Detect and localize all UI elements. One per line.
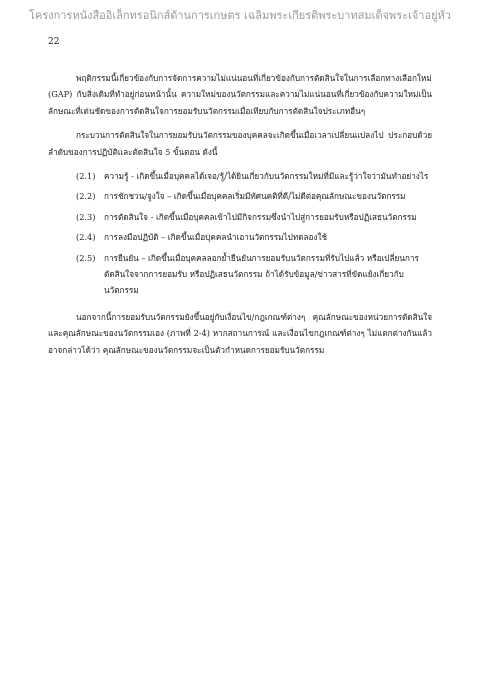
page-number: 22 bbox=[48, 37, 60, 47]
paragraph-decision-process-intro: กระบวนการตัดสินใจในการยอมรับนวัตกรรมของบุคคลจะเกิดขึ้นเมื่อเวลาเปลี่ยนแปลงไป ประกอบด้วยลำดับของการปฏิบัติและตัดสินใจ 5 ขั้นตอน ดังนี้ bbox=[48, 130, 432, 157]
list-item bbox=[48, 188, 432, 204]
step-number: (2.5) bbox=[76, 252, 96, 263]
list-item bbox=[48, 229, 432, 245]
list-item bbox=[48, 250, 432, 299]
decision-steps-list bbox=[48, 168, 432, 299]
document-body bbox=[48, 70, 432, 366]
step-number: (2.4) bbox=[76, 232, 96, 243]
step-number: (2.1) bbox=[76, 171, 96, 182]
step-number: (2.2) bbox=[76, 191, 96, 202]
paragraph-gap-behavior: พฤติกรรมนี้เกี่ยวข้องกับการจัดการความไม่แน่นอนที่เกี่ยวข้องกับการตัดสินใจในการเลือกทางเลือกใหม่ (GAP) กับสิ่งเดิมที่ทำอยู่ก่อนหน้านั้น ความใหม่ของนวัตกรรมและความไม่แน่นอนที่เกี่ยวข้องกับความใหม่เป็นลักษณะที่เด่นชัดของการตัดสินใจการยอมรับนวัตกรรมเมื่อเทียบกับการตัดสินใจประเภทอื่นๆ bbox=[48, 73, 432, 116]
list-item bbox=[48, 168, 432, 184]
step-text: การชักชวน/จูงใจ – เกิดขึ้นเมื่อบุคคลเริ่มมีทัศนคติที่ดี/ไม่ดีต่อคุณลักษณะของนวัตกรรม bbox=[104, 191, 406, 202]
running-header: โครงการหนังสืออิเล็กทรอนิกส์ด้านการเกษตร เฉลิมพระเกียรติพระบาทสมเด็จพระเจ้าอยู่หัว bbox=[29, 9, 451, 22]
list-item bbox=[48, 209, 432, 225]
step-text: การลงมือปฏิบัติ – เกิดขึ้นเมื่อบุคคลนำเอานวัตกรรมไปทดลองใช้ bbox=[104, 232, 328, 243]
step-number: (2.3) bbox=[76, 211, 96, 222]
paragraph-innovation-characteristics: นอกจากนี้การยอมรับนวัตกรรมยังขึ้นอยู่กับเงื่อนไข/กฎเกณฑ์ต่างๆ คุณลักษณะของหน่วยการตัดสินใจและคุณลักษณะของนวัตกรรมเอง (ภาพที่ 2-4) หากสถานการณ์ และเงื่อนไขกฎเกณฑ์ต่างๆ ไม่แตกต่างกันแล้ว อาจกล่าวได้ว่า คุณลักษณะของนวัตกรรมจะเป็นตัวกำหนดการยอมรับนวัตกรรม bbox=[48, 311, 432, 355]
step-text: การยืนยัน – เกิดขึ้นเมื่อบุคคลลอกย้ำยืนยันการยอมรับนวัตกรรมที่รับไปแล้ว หรือเปลี่ยนการตัดสินใจจากการยอมรับ หรือปฏิเสธนวัตกรรม ถ้าได้รับข้อมูล/ข่าวสารที่ขัดแย้งเกี่ยวกับนวัตกรรม bbox=[104, 252, 419, 296]
step-text: ความรู้ - เกิดขึ้นเมื่อบุคคลได้เจอ/รู้/ได้ยินเกี่ยวกับนวัตกรรมใหม่ที่มีและรู้ว่าใจว่ามันทำอย่างไร bbox=[104, 171, 429, 182]
step-text: การตัดสินใจ - เกิดขึ้นเมื่อบุคคลเข้าไปมีกิจกรรมซึ่งนำไปสู่การยอมรับหรือปฏิเสธนวัตกรรม bbox=[104, 211, 417, 222]
